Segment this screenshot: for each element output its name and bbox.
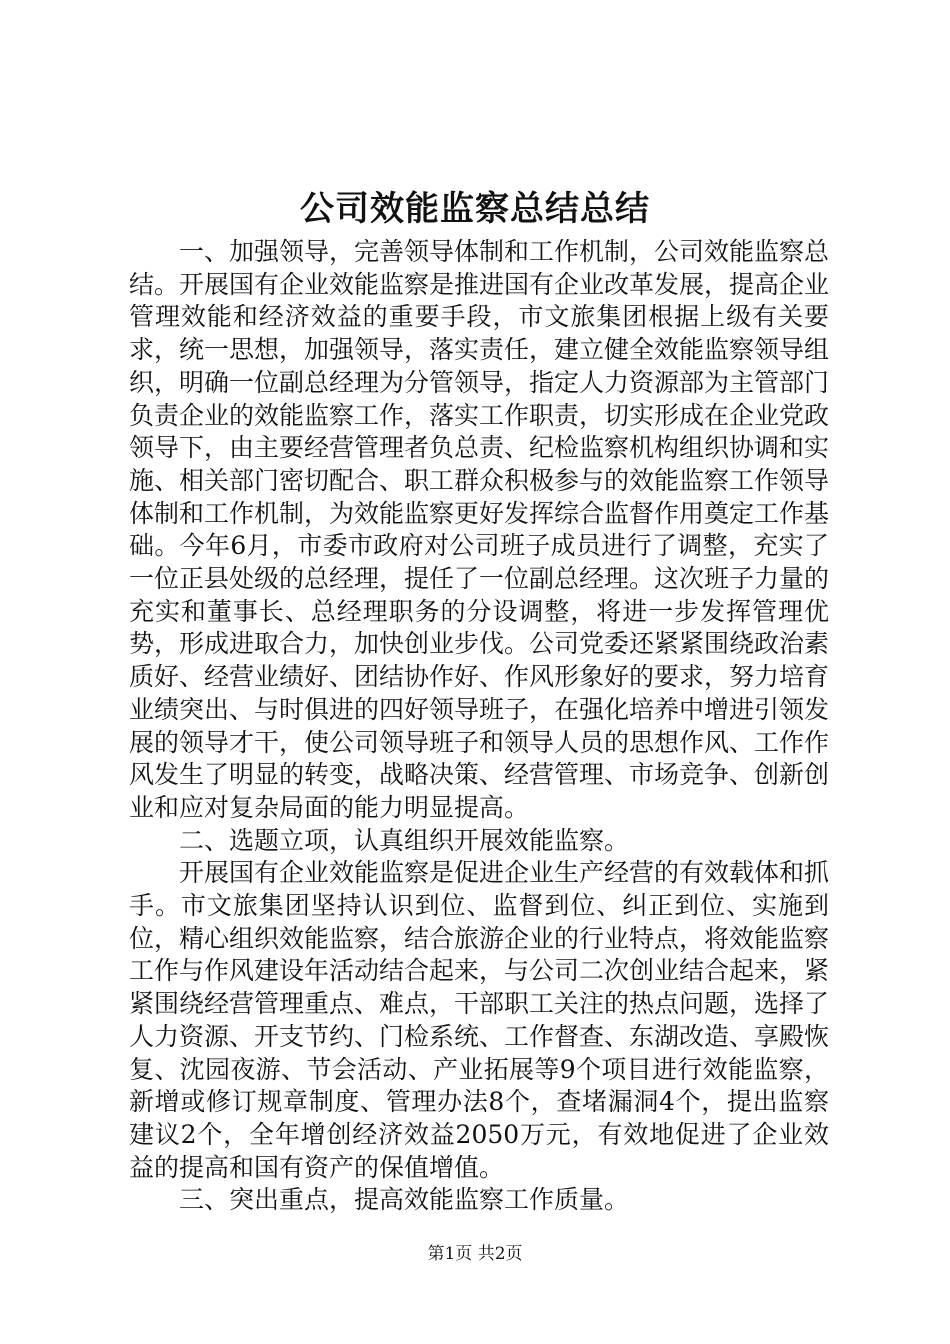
document-body — [129, 236, 829, 1217]
document-title: 公司效能监察总结总结 — [300, 189, 650, 229]
paragraph-2: 二、选题立项，认真组织开展效能监察。 — [179, 825, 630, 855]
paragraph-1: 一、加强领导，完善领导体制和工作机制，公司效能监察总结。开展国有企业效能监察是推进国有企业改革发展，提高企业管理效能和经济效益的重要手段，市文旅集团根据上级有关要求，统一思想，加强领导，落实责任，建立健全效能监察领导组织，明确一位副总经理为分管领导，指定人力资源部为主管部门负责企业的效能监察工作，落实工作职责，切实形成在企业党政领导下，由主要经营管理者负总责、纪检监察机构组织协调和实施、相关部门密切配合、职工群众积极参与的效能监察工作领导体制和工作机制，为效能监察更好发挥综合监督作用奠定工作基础。今年6月，市委市政府对公司班子成员进行了调整，充实了一位正县处级的总经理，提任了一位副总经理。这次班子力量的充实和董事长、总经理职务的分设调整，将进一步发挥管理优势，形成进取合力，加快创业步伐。公司党委还紧紧围绕政治素质好、经营业绩好、团结协作好、作风形象好的要求，努力培育业绩突出、与时俱进的四好领导班子，在强化培养中增进引领发展的领导才干，使公司领导班子和领导人员的思想作风、工作作风发生了明显的转变，战略决策、经营管理、市场竞争、创新创业和应对复杂局面的能力明显提高。 — [129, 237, 830, 822]
paragraph-4: 三、突出重点，提高效能监察工作质量。 — [179, 1185, 630, 1215]
page-number-footer: 第1页 共2页 — [427, 1244, 523, 1264]
paragraph-3: 开展国有企业效能监察是促进企业生产经营的有效载体和抓手。市文旅集团坚持认识到位、监督到位、纠正到位、实施到位，精心组织效能监察，结合旅游企业的行业特点，将效能监察工作与作风建设年活动结合起来，与公司二次创业结合起来，紧紧围绕经营管理重点、难点，干部职工关注的热点问题，选择了人力资源、开支节约、门检系统、工作督查、东湖改造、享殿恢复、沈园夜游、节会活动、产业拓展等9个项目进行效能监察，新增或修订规章制度、管理办法8个，查堵漏洞4个，提出监察建议2个，全年增创经济效益2050万元，有效地促进了企业效益的提高和国有资产的保值增值。 — [129, 858, 830, 1182]
